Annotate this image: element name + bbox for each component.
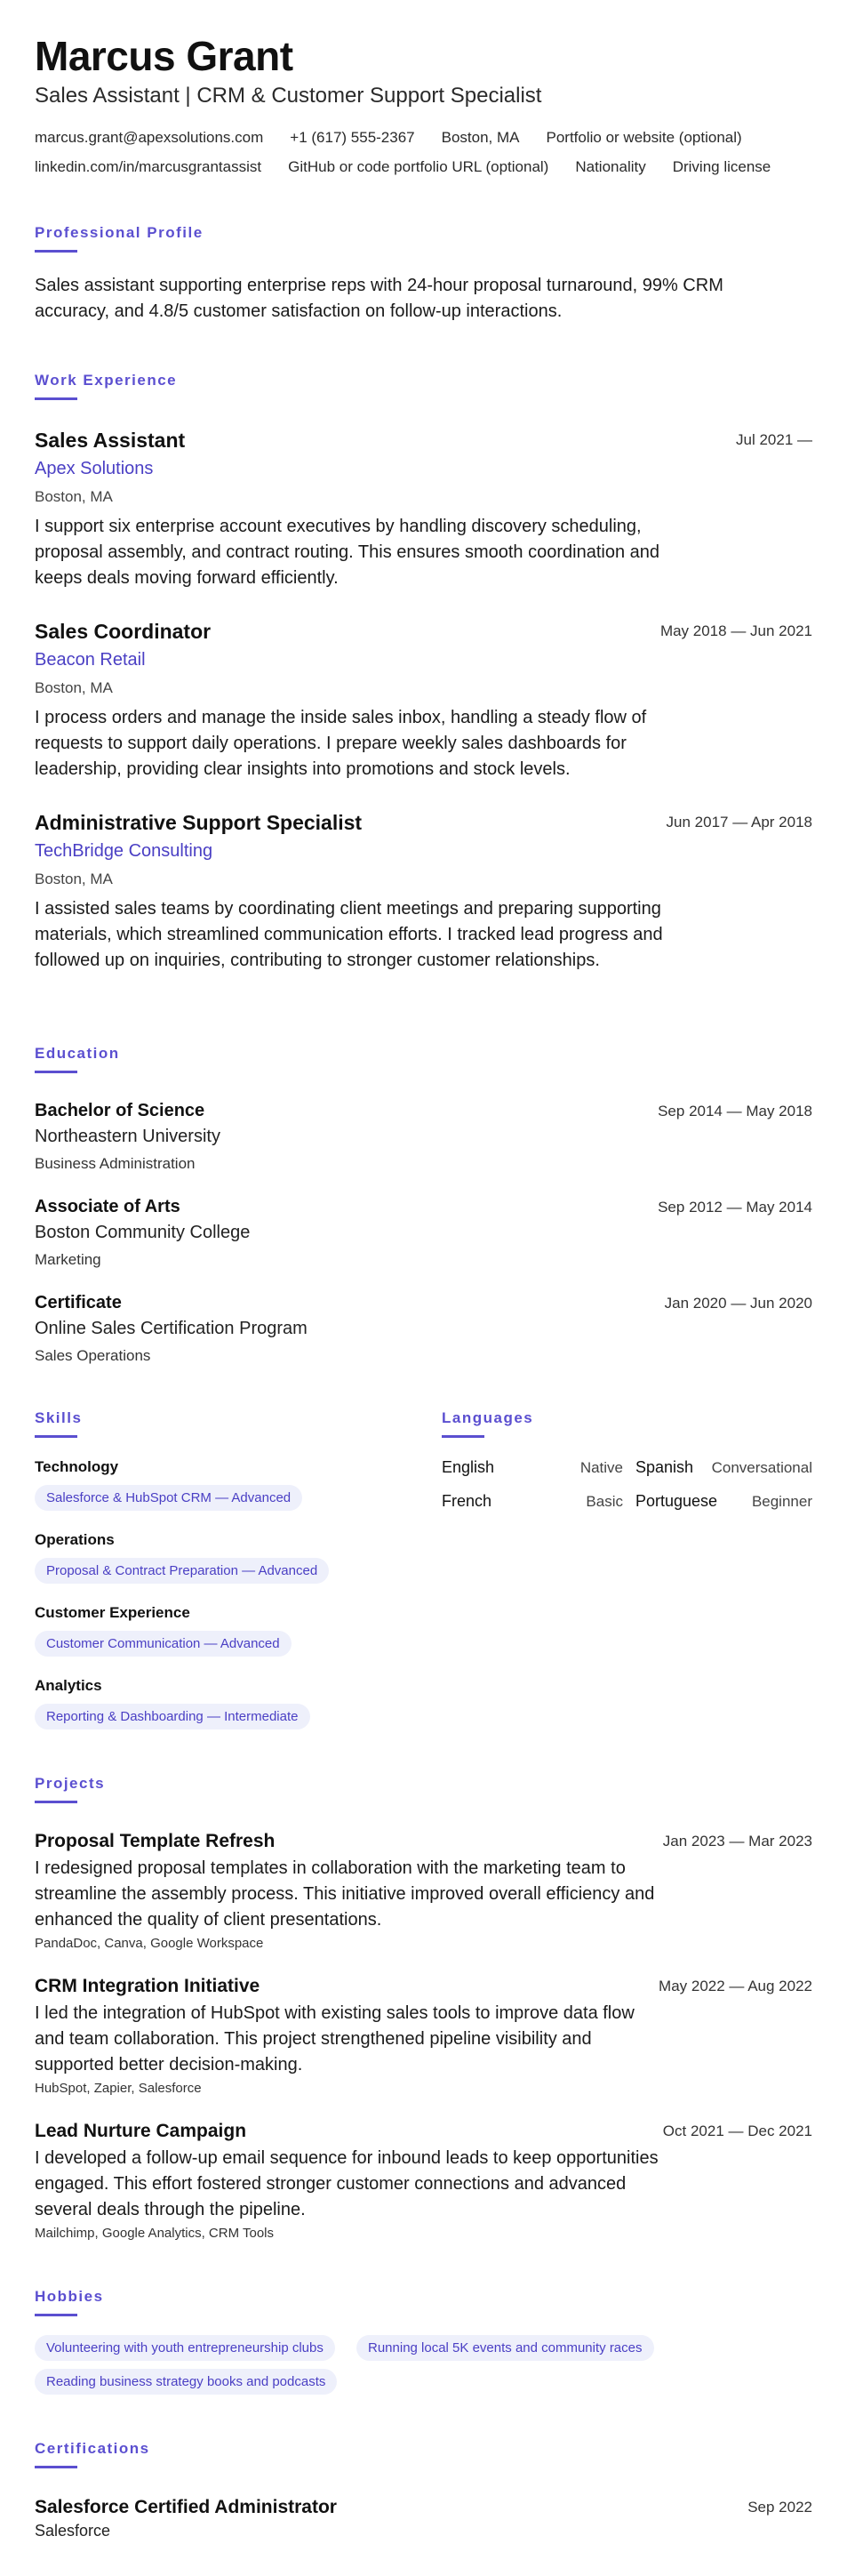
project-title: Proposal Template Refresh: [35, 1831, 276, 1851]
skill-category: Customer Experience: [35, 1604, 190, 1621]
edu-field: Business Administration: [35, 1155, 196, 1172]
job-title: Sales Coordinator: [35, 620, 212, 643]
contact-nationality: Nationality: [575, 158, 646, 175]
job-location: Boston, MA: [35, 679, 113, 696]
hobby-pill: Reading business strategy books and podcasts: [35, 2369, 337, 2395]
edu-date: Jan 2020 — Jun 2020: [664, 1295, 812, 1312]
project-tools: PandaDoc, Canva, Google Workspace: [35, 1936, 264, 1951]
hobby-pill: Running local 5K events and community races: [356, 2335, 654, 2361]
project-title: CRM Integration Initiative: [35, 1976, 260, 1996]
project-date: May 2022 — Aug 2022: [659, 1978, 812, 1994]
section-title-experience: Work Experience: [35, 372, 178, 389]
section-title-education: Education: [35, 1045, 120, 1062]
language-level: Conversational: [711, 1459, 812, 1476]
section-rule: [35, 1801, 77, 1803]
project-description: I redesigned proposal templates in collaboration with the marketing team to streamline the assembly process. This initiative improved overall efficiency and enhanced the quality of client presentations.: [35, 1858, 655, 1930]
language-name: French: [442, 1492, 492, 1510]
edu-school: Boston Community College: [35, 1223, 251, 1242]
contact-github[interactable]: GitHub or code portfolio URL (optional): [288, 158, 549, 175]
section-rule: [35, 397, 77, 400]
language-name: Spanish: [635, 1458, 694, 1476]
edu-date: Sep 2012 — May 2014: [658, 1199, 812, 1216]
edu-date: Sep 2014 — May 2018: [658, 1103, 812, 1119]
job-company: TechBridge Consulting: [35, 841, 213, 861]
section-title-certifications: Certifications: [35, 2440, 150, 2457]
section-title-hobbies: Hobbies: [35, 2288, 104, 2305]
language-name: English: [442, 1458, 495, 1476]
skill-pill: Customer Communication — Advanced: [35, 1631, 292, 1657]
contact-email[interactable]: marcus.grant@apexsolutions.com: [35, 129, 264, 146]
skill-category: Technology: [35, 1458, 119, 1475]
language-name: Portuguese: [635, 1492, 718, 1510]
section-title-languages: Languages: [442, 1409, 534, 1426]
section-rule: [35, 250, 77, 253]
edu-school: Online Sales Certification Program: [35, 1319, 308, 1338]
language-level: Basic: [586, 1493, 623, 1510]
job-description: I process orders and manage the inside sales inbox, handling a steady flow of requests to support daily operations. I prepare weekly sales dashboards for leadership, providing clear insights into promotions and stock levels.: [35, 708, 647, 779]
project-date: Oct 2021 — Dec 2021: [662, 2123, 812, 2139]
job-location: Boston, MA: [35, 871, 113, 887]
certification-title: Salesforce Certified Administrator: [35, 2497, 337, 2517]
skill-category: Operations: [35, 1531, 115, 1548]
section-rule: [35, 2466, 77, 2468]
section-rule: [35, 2314, 77, 2316]
certification-org: Salesforce: [35, 2522, 111, 2540]
job-date: Jun 2017 — Apr 2018: [666, 814, 812, 831]
skill-pill: Reporting & Dashboarding — Intermediate: [35, 1704, 310, 1729]
section-rule: [35, 1435, 77, 1438]
section-title-profile: Professional Profile: [35, 224, 204, 241]
edu-field: Sales Operations: [35, 1347, 151, 1364]
section-title-projects: Projects: [35, 1775, 106, 1792]
contact-driving-license: Driving license: [672, 158, 771, 175]
job-title: Administrative Support Specialist: [35, 811, 363, 834]
edu-school: Northeastern University: [35, 1127, 220, 1146]
edu-degree: Associate of Arts: [35, 1197, 180, 1216]
edu-degree: Certificate: [35, 1293, 122, 1312]
project-description: I led the integration of HubSpot with existing sales tools to improve data flow and team collaboration. This project strengthened pipeline visibility and supported better decision-making.: [35, 2003, 635, 2074]
contact-row-1: [35, 129, 769, 147]
certification-date: Sep 2022: [747, 2499, 812, 2516]
section-title-skills: Skills: [35, 1409, 83, 1426]
contact-portfolio[interactable]: Portfolio or website (optional): [546, 129, 742, 146]
contact-phone[interactable]: +1 (617) 555-2367: [290, 129, 415, 146]
project-date: Jan 2023 — Mar 2023: [662, 1833, 812, 1850]
hobby-pill: Volunteering with youth entrepreneurship clubs: [35, 2335, 335, 2361]
contact-linkedin[interactable]: linkedin.com/in/marcusgrantassist: [35, 158, 262, 175]
job-description: I support six enterprise account executives by handling discovery scheduling, proposal assembly, and contract routing. This ensures smooth coordination and keeps deals moving forward efficiently.: [35, 517, 659, 588]
contact-location: Boston, MA: [441, 129, 520, 146]
contact-row-2: [35, 158, 797, 176]
candidate-headline: Sales Assistant | CRM & Customer Support Specialist: [35, 84, 542, 108]
language-level: Native: [579, 1459, 623, 1476]
project-tools: Mailchimp, Google Analytics, CRM Tools: [35, 2226, 274, 2241]
edu-field: Marketing: [35, 1251, 101, 1268]
section-rule: [442, 1435, 484, 1438]
job-description: I assisted sales teams by coordinating client meetings and preparing supporting materials, which streamlined communication efforts. I tracked lead progress and followed up on inquiries, contributing to stronger customer relationships.: [35, 899, 663, 970]
skill-pill: Proposal & Contract Preparation — Advanced: [35, 1558, 329, 1584]
job-location: Boston, MA: [35, 488, 113, 505]
job-title: Sales Assistant: [35, 429, 186, 452]
profile-summary: Sales assistant supporting enterprise reps with 24-hour proposal turnaround, 99% CRM accuracy, and 4.8/5 customer satisfaction on follow-up interactions.: [35, 276, 723, 321]
section-rule: [35, 1071, 77, 1073]
job-company: Apex Solutions: [35, 459, 154, 478]
edu-degree: Bachelor of Science: [35, 1101, 205, 1120]
candidate-name: Marcus Grant: [35, 33, 293, 79]
language-level: Beginner: [751, 1493, 812, 1510]
project-title: Lead Nurture Campaign: [35, 2121, 247, 2141]
skill-category: Analytics: [35, 1677, 102, 1694]
project-description: I developed a follow-up email sequence for inbound leads to keep opportunities engaged. This effort fostered stronger customer connections and advanced several deals through the pipeline.: [35, 2148, 659, 2219]
skill-pill: Salesforce & HubSpot CRM — Advanced: [35, 1485, 302, 1511]
project-tools: HubSpot, Zapier, Salesforce: [35, 2081, 202, 2096]
job-company: Beacon Retail: [35, 650, 146, 670]
job-date: Jul 2021 —: [736, 431, 812, 448]
job-date: May 2018 — Jun 2021: [659, 622, 812, 639]
